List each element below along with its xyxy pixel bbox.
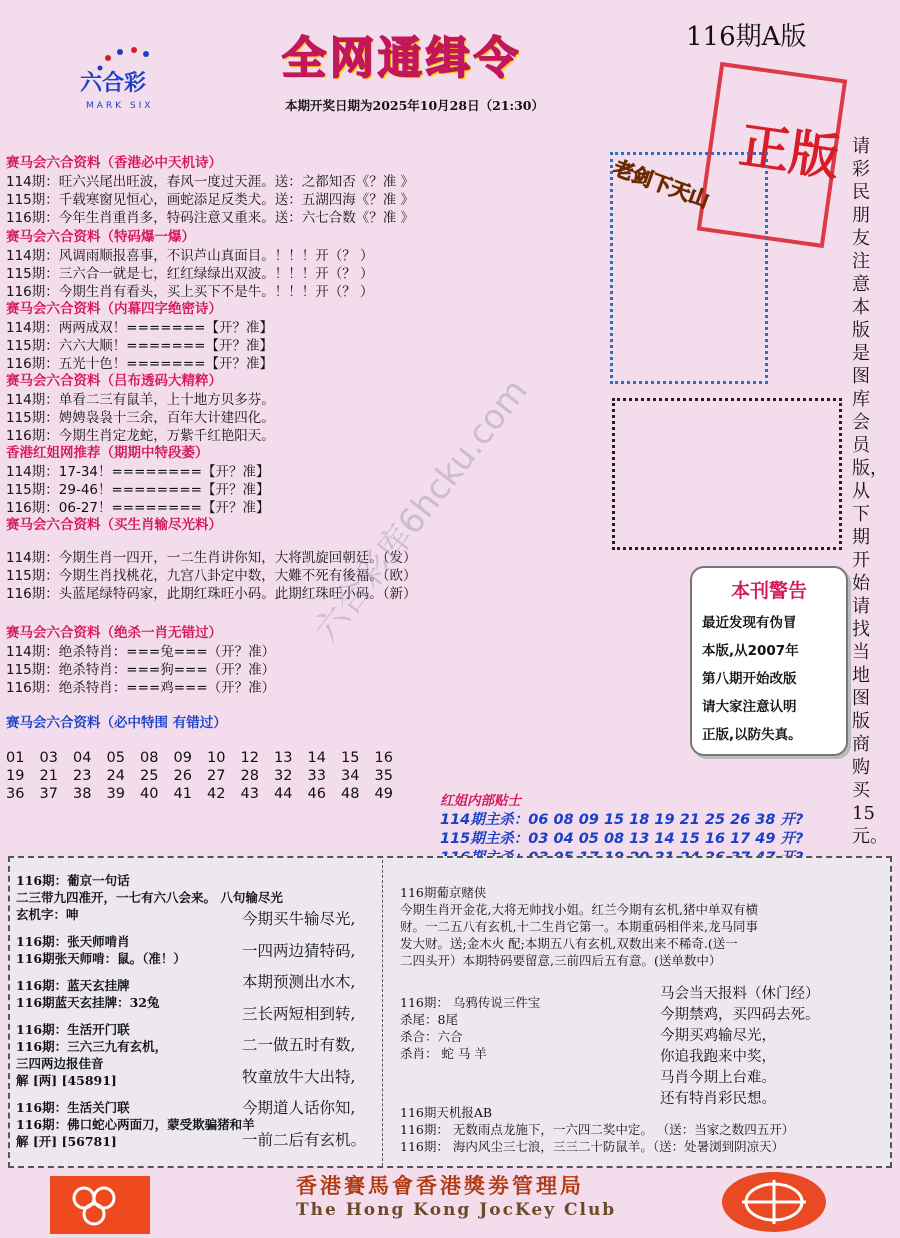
section-line: 114期：绝杀特肖：===兔===（开？准） <box>6 644 276 660</box>
tips-header: 红姐内部贴士 <box>440 793 521 809</box>
crow-line: 杀尾：8尾 <box>400 1012 458 1027</box>
warning-line: 正版,以防失真。 <box>702 727 802 743</box>
warning-card <box>690 566 848 756</box>
section-header: 赛马会六合资料（吕布透码大精粹） <box>6 373 222 389</box>
genuine-stamp: 正版 <box>735 115 844 188</box>
tianji-line: 116期： 海内风尘三七浪，三三二十防鼠羊。（送：处暑浏到阴凉天） <box>400 1139 785 1154</box>
section-line: 114期：17-34！========【开？准】 <box>6 464 270 480</box>
section-line: 114期：单看二三有鼠羊，上十地方贝多芬。 <box>6 392 275 408</box>
section-2 <box>6 228 374 301</box>
number-cell: 09 <box>173 750 192 766</box>
footer-english: The Hong Kong JocKey Club <box>296 1200 617 1220</box>
number-cell: 01 <box>6 750 25 766</box>
bottom-left-line: 116期：张天师啃肖 <box>16 934 130 949</box>
bottom-right-line: 今期生肖开金花,大将无帅找小姐。红兰今期有玄机,猪中单双有横 <box>400 902 758 917</box>
number-cell: 26 <box>173 768 192 784</box>
crow-line: 116期： 乌鸦传说三件宝 <box>400 995 541 1010</box>
logo-text: 六合彩 <box>80 71 147 96</box>
number-cell: 04 <box>73 750 92 766</box>
number-cell: 38 <box>73 786 92 802</box>
number-cell: 10 <box>207 750 226 766</box>
section-header: 赛马会六合资料（买生肖输尽光料） <box>6 517 222 533</box>
watermark: 六合彩库6hcku.com <box>306 371 536 650</box>
bottom-left-line: 三四两边报佳音 <box>16 1056 104 1071</box>
bottom-right-line: 发大财。送;金木火 配;本期五八有玄机,双数出来不稀奇.(送一 <box>400 936 738 951</box>
number-cell: 42 <box>207 786 226 802</box>
number-cell: 16 <box>374 750 393 766</box>
number-cell: 15 <box>341 750 360 766</box>
horse-line: 今期禁鸡，买四码去死。 <box>660 1007 820 1023</box>
logo-sub: MARK SIX <box>86 101 154 111</box>
number-cell: 27 <box>207 768 226 784</box>
section-header: 赛马会六合资料（香港必中天机诗） <box>6 155 222 171</box>
warning-line: 请大家注意认明 <box>702 699 797 715</box>
bottom-left-line: 解 [两] [45891] <box>16 1073 117 1088</box>
warning-line: 最近发现有伪冒 <box>702 615 797 631</box>
section-line: 114期：风调雨顺报喜事，不识芦山真面目。！！！开（？ ） <box>6 248 374 264</box>
number-cell: 23 <box>73 768 92 784</box>
bottom-left-line: 玄机字：呻 <box>16 907 79 922</box>
empty-box <box>612 398 842 550</box>
section-line: 115期：绝杀特肖：===狗===（开？准） <box>6 662 276 678</box>
bottom-left-line: 解 [开] [56781] <box>16 1134 117 1149</box>
draw-date: 本期开奖日期为2025年10月28日（21:30） <box>285 98 544 113</box>
poem-column <box>242 904 366 1156</box>
poem-line: 一四两边猜特码, <box>242 941 356 960</box>
section-header: 赛马会六合资料（绝杀一肖无错过） <box>6 625 222 641</box>
poem-line: 一前二后有玄机。 <box>242 1130 367 1149</box>
issue-label: 116期A版 <box>686 22 807 52</box>
mark-six-logo <box>80 44 190 114</box>
section-line: 116期：头蓝尾绿特码家，此期红珠旺小码。此期红珠旺小码。（新） <box>6 586 417 602</box>
tianji-block <box>400 1104 794 1155</box>
number-cell: 39 <box>106 786 125 802</box>
number-cell: 40 <box>140 786 159 802</box>
tips-line: 114期主杀：06 08 09 15 18 19 21 25 26 38 开? <box>440 812 804 828</box>
poem-line: 三长两短相到转, <box>242 1004 356 1023</box>
crow-line: 杀肖： 蛇 马 羊 <box>400 1046 487 1061</box>
divider <box>382 860 383 1166</box>
crow-block <box>400 994 540 1062</box>
section-line: 116期：今年生肖重肖多，特码注意又重来。送：六七合数《？准 》 <box>6 210 415 226</box>
warning-line: 本版,从2007年 <box>702 643 799 659</box>
bottom-left-line: 116期：葡京一句话 <box>16 873 130 888</box>
horse-line: 今期买鸡输尽光， <box>660 1028 776 1044</box>
crow-line: 杀合：六合 <box>400 1029 463 1044</box>
box-caption: 老剑下天山 <box>610 155 713 213</box>
section-header: 赛马会六合资料（特码爆一爆） <box>6 229 195 245</box>
vertical-notice: 请彩民朋友注意本版是图库会员版，从下期开始请找当地图版商购买15元。 <box>852 136 888 847</box>
section-5 <box>6 444 270 517</box>
number-cell: 34 <box>341 768 360 784</box>
tianji-line: 116期天机报AB <box>400 1105 493 1120</box>
number-cell: 14 <box>307 750 326 766</box>
bottom-left-line: 116期：生活关门联 <box>16 1100 130 1115</box>
number-cell: 08 <box>140 750 159 766</box>
section-line: 116期：绝杀特肖：===鸡===（开？准） <box>6 680 276 696</box>
bottom-left-line: 116期：蓝天玄挂牌 <box>16 978 130 993</box>
tips-line: 115期主杀：03 04 05 08 13 14 15 16 17 49 开? <box>440 831 804 847</box>
bottom-right-line: 二四头开）本期特码要留意,三前四后五有意。(送单数中） <box>400 953 722 968</box>
section-line: 116期：今期生肖有看头，买上买下不是牛。！！！开（？ ） <box>6 284 374 300</box>
hkjc-logo <box>50 1176 150 1234</box>
number-cell: 33 <box>307 768 326 784</box>
poem-line: 今期买牛输尽光, <box>242 910 356 928</box>
footer-chinese: 香港賽馬會香港獎劵管理局 <box>296 1173 584 1198</box>
bottom-left-line: 116期张天师啃：鼠。（准！） <box>16 951 186 966</box>
section-line: 115期：29-46！========【开？准】 <box>6 482 270 498</box>
number-cell: 49 <box>374 786 393 802</box>
number-cell: 25 <box>140 768 159 784</box>
section-header: 赛马会六合资料（内幕四字绝密诗） <box>6 301 222 317</box>
section-line: 116期：五光十色！=======【开？准】 <box>6 356 273 372</box>
warning-body <box>702 609 836 749</box>
section-line: 116期：今期生肖定龙蛇，万紫千红艳阳天。 <box>6 428 275 444</box>
horse-line: 还有特肖彩民想。 <box>660 1091 776 1107</box>
warning-title: 本刊警告 <box>730 580 807 602</box>
tianji-line: 116期： 无数雨点龙施下，一六四二奖中定。 （送：当家之数四五开） <box>400 1122 795 1137</box>
bottom-right-line: 116期葡京赌侠 <box>400 885 487 900</box>
number-cell: 13 <box>274 750 293 766</box>
number-cell: 19 <box>6 768 25 784</box>
section-line: 115期：千载寒窗见恒心，画蛇添足反类犬。送：五湖四海《？准 》 <box>6 192 415 208</box>
poem-line: 牧童放牛大出特, <box>242 1067 356 1086</box>
bottom-right-block <box>400 884 758 969</box>
number-cell: 37 <box>39 786 58 802</box>
poem-line: 本期预测出水木, <box>242 973 356 991</box>
lottery-seal <box>722 1172 826 1232</box>
section-header: 香港红姐网推荐（期期中特段萎） <box>6 445 209 461</box>
number-cell: 28 <box>240 768 259 784</box>
bottom-left-line: 116期：佛口蛇心两面刀，蒙受欺骗猪和羊 <box>16 1117 255 1132</box>
section-line: 115期：六六大顺！=======【开？准】 <box>6 338 273 354</box>
horse-line: 马肖今期上台难。 <box>660 1070 776 1086</box>
number-cell: 44 <box>274 786 293 802</box>
number-cell: 35 <box>374 768 393 784</box>
number-cell: 46 <box>307 786 326 802</box>
section-line: 116期：06-27！========【开？准】 <box>6 500 270 516</box>
poem-line: 今期道人话你知, <box>242 1099 356 1117</box>
section-line: 114期：旺六兴尾出旺波，春风一度过天涯。送：之都知否《？准 》 <box>6 174 415 190</box>
warning-line: 第八期开始改版 <box>702 671 797 687</box>
number-cell: 05 <box>106 750 125 766</box>
section-7 <box>6 624 275 697</box>
section-1 <box>6 154 414 227</box>
number-cell: 43 <box>240 786 259 802</box>
number-cell: 21 <box>39 768 58 784</box>
number-cell: 32 <box>274 768 293 784</box>
horse-line: 马会当天报料（休门经） <box>660 986 820 1002</box>
number-cell: 48 <box>341 786 360 802</box>
section-line: 115期：娉娉袅袅十三余，百年大计建四化。 <box>6 410 275 426</box>
bottom-left-line: 116期：三六三九有玄机， <box>16 1039 168 1054</box>
bottom-left-line: 二三带九四准开，一七有六八会来。 八句输尽光 <box>16 890 283 905</box>
number-cell: 03 <box>39 750 58 766</box>
number-cell: 24 <box>106 768 125 784</box>
section-line: 115期：三六合一就是七，红红绿绿出双波。！！！开（？ ） <box>6 266 374 282</box>
section-line: 114期：今期生肖一四开，一二生肖讲你知，大将凯旋回朝廷。（发） <box>6 550 417 566</box>
number-cell: 36 <box>6 786 25 802</box>
section-3 <box>6 300 273 373</box>
page-title: 全网通缉令 <box>282 33 522 84</box>
bottom-right-line: 财。一二五八有玄机,十二生肖它第一。本期重码相伴来,龙马同事 <box>400 919 758 934</box>
section-line: 115期：今期生肖找桃花，九宫八卦定中数，大難不死有後福。（欧） <box>6 568 417 584</box>
number-cell: 41 <box>173 786 192 802</box>
horse-line: 你追我跑来中奖， <box>660 1049 776 1065</box>
poem-line: 二一做五时有数, <box>242 1036 356 1054</box>
horse-block <box>660 984 820 1110</box>
bottom-left-line: 116期蓝天玄挂牌：32兔 <box>16 995 160 1010</box>
section-4 <box>6 372 275 445</box>
number-cell: 12 <box>240 750 259 766</box>
bottom-left-line: 116期：生活开门联 <box>16 1022 130 1037</box>
section-line: 114期：两两成双！=======【开？准】 <box>6 320 273 336</box>
number-section-header: 赛马会六合资料（必中特围 有错过） <box>6 715 227 731</box>
